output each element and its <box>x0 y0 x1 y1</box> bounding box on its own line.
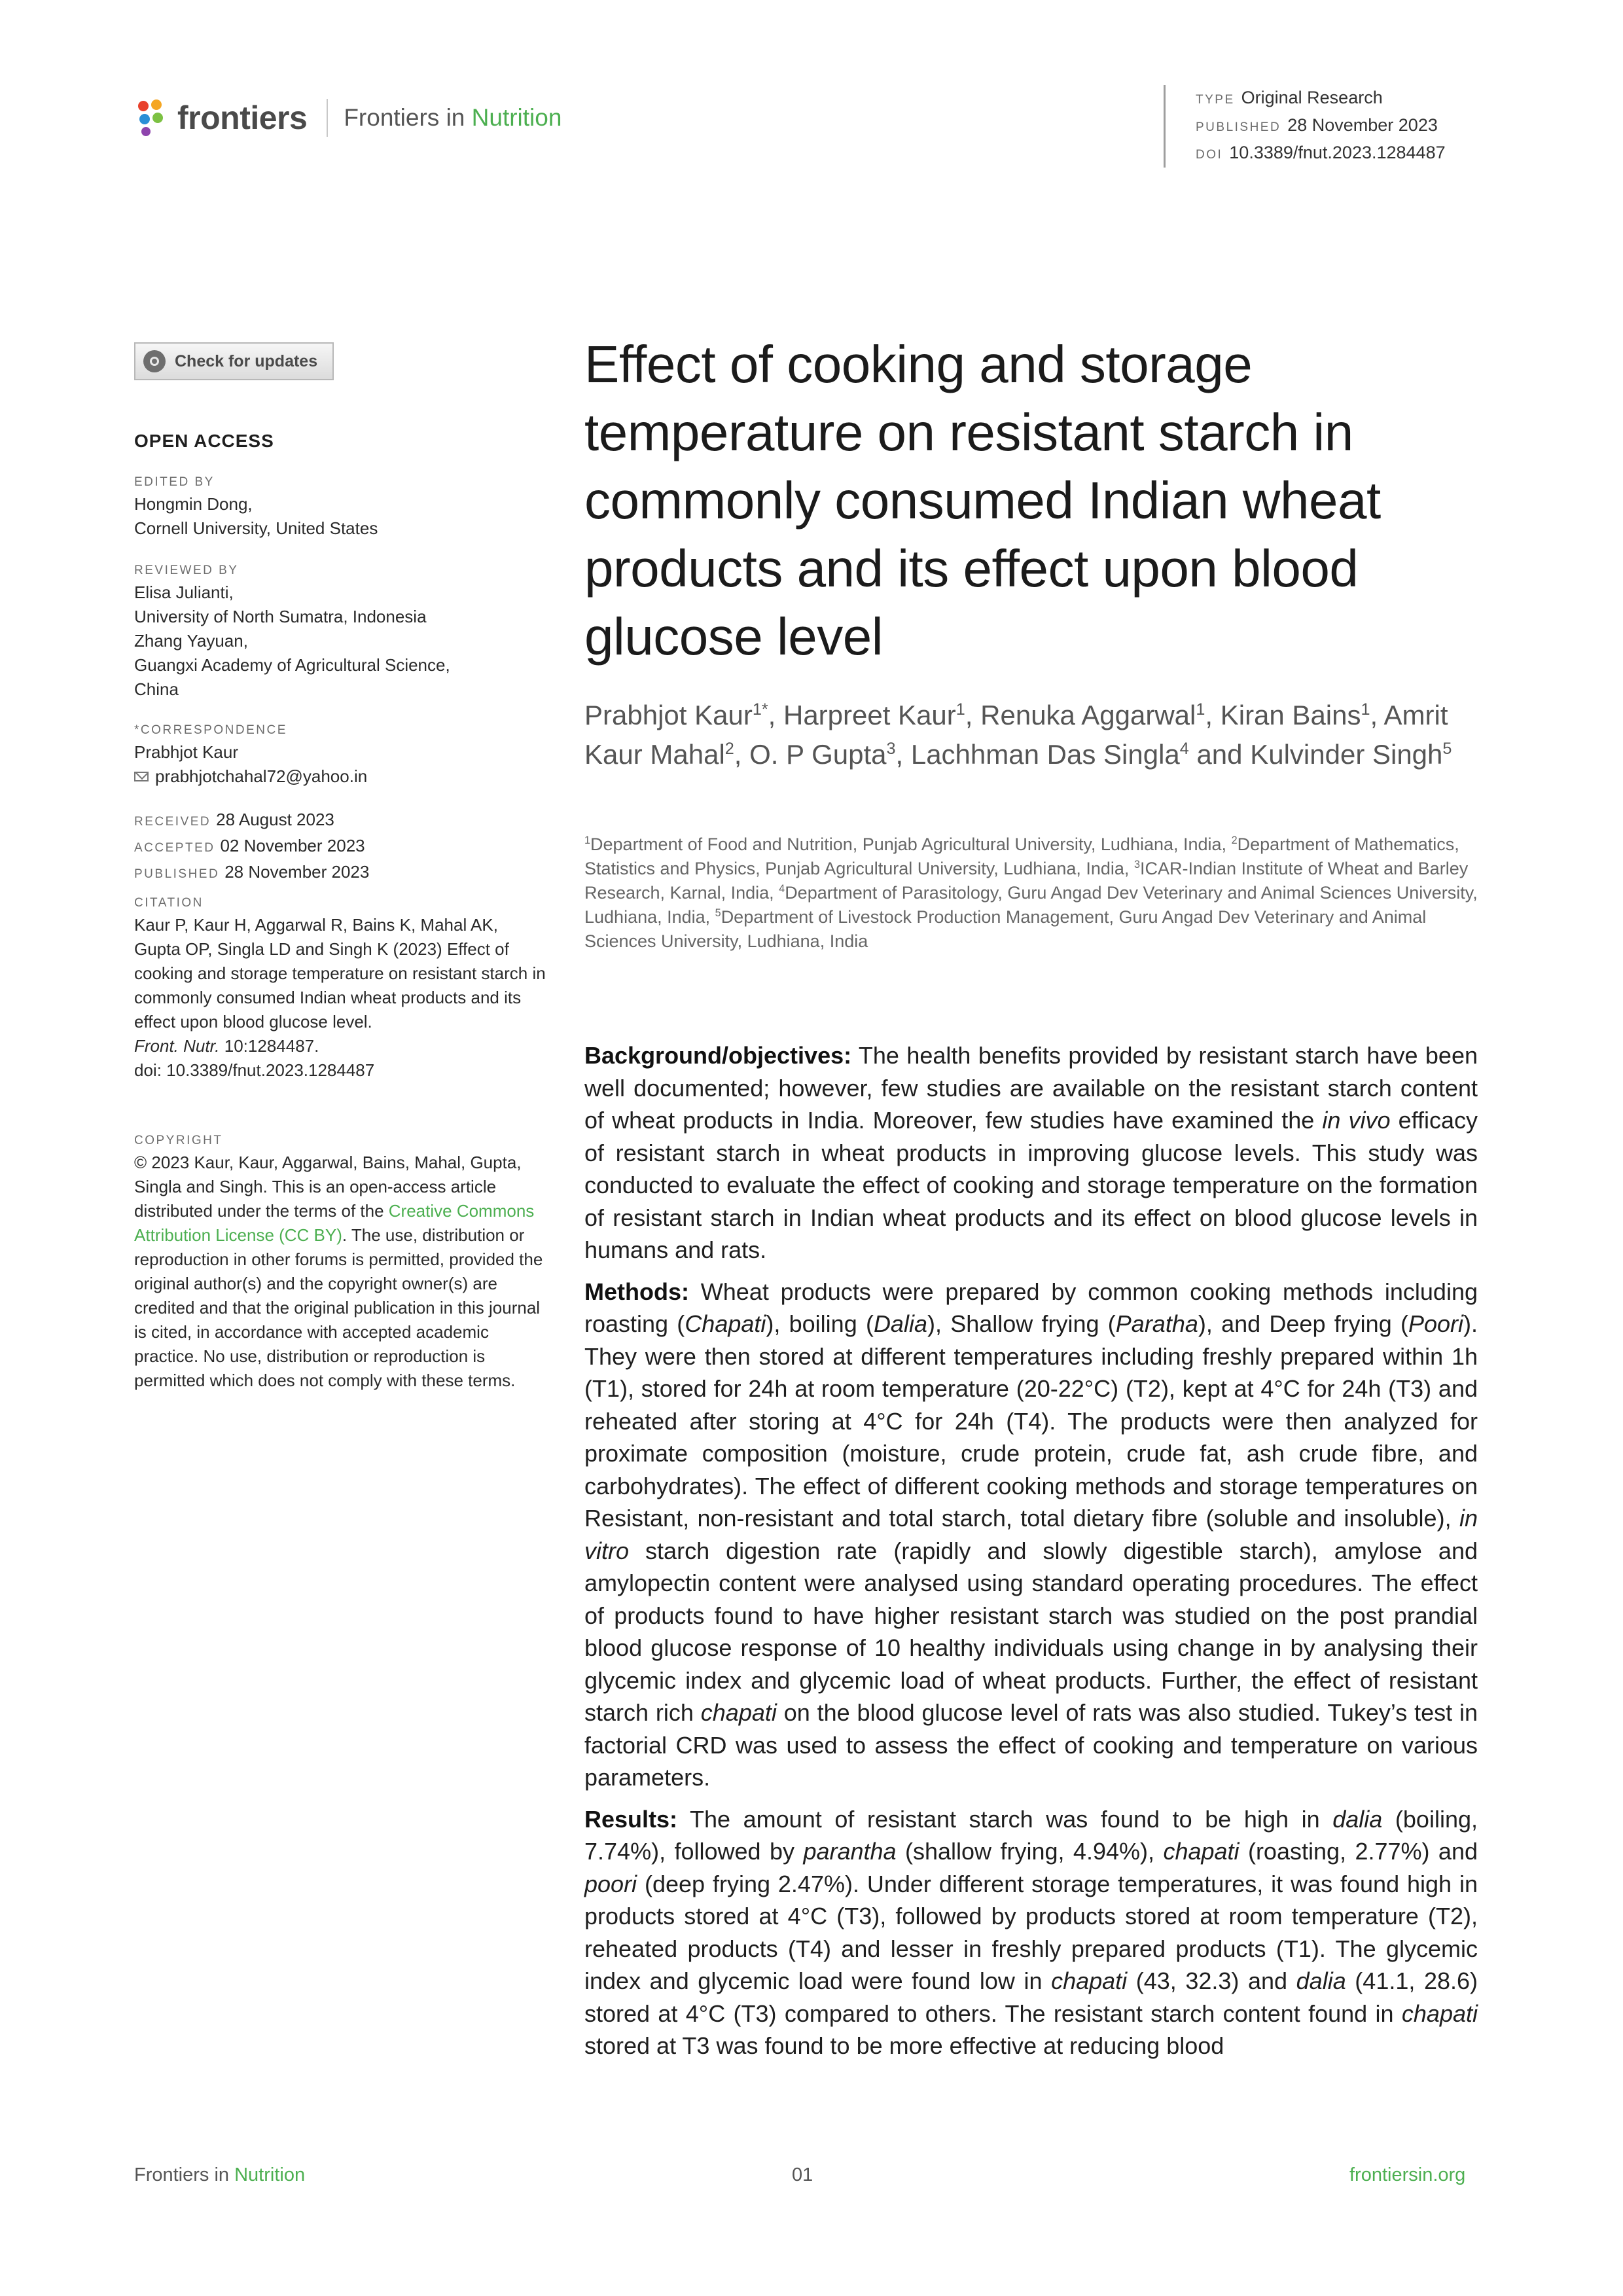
envelope-icon <box>134 772 149 781</box>
meta-doi[interactable]: DOI 10.3389/fnut.2023.1284487 <box>1196 143 1446 162</box>
logo-divider <box>327 99 328 137</box>
edited-by-section: EDITED BY Hongmin Dong, Cornell University, United States <box>134 475 378 538</box>
affiliation-marker: 1 <box>584 834 591 846</box>
affiliation-text: Department of Mathematics, Statistics and Physics, Punjab Agricultural University, Ludhiana, India, <box>584 834 1459 878</box>
affiliation-marker: 2 <box>1231 834 1238 846</box>
affiliation-text: Department of Livestock Production Management, Guru Angad Dev Veterinary and Animal Sciences University, Ludhiana, India <box>584 907 1427 951</box>
affiliation-marker: 4 <box>779 883 785 895</box>
author-name[interactable]: Lachhman Das Singla <box>910 739 1180 770</box>
author-name[interactable]: Kiran Bains <box>1220 700 1361 730</box>
affiliation-text: ICAR-Indian Institute of Wheat and Barley Research, Karnal, India, <box>584 859 1469 903</box>
publisher-logo[interactable] <box>134 95 562 141</box>
published-date: PUBLISHED 28 November 2023 <box>134 862 370 882</box>
meta-type: TYPE Original Research <box>1196 88 1383 107</box>
accepted-date: ACCEPTED 02 November 2023 <box>134 836 365 855</box>
author-affiliation-marker: 1* <box>752 700 768 719</box>
footer-website-link[interactable]: frontiersin.org <box>1349 2164 1466 2185</box>
received-date: RECEIVED 28 August 2023 <box>134 810 334 829</box>
author-name[interactable]: Harpreet Kaur <box>783 700 956 730</box>
article-meta <box>1164 85 1446 168</box>
page-number: 01 <box>792 2164 813 2185</box>
affiliation-marker: 3 <box>1133 859 1140 870</box>
author-name[interactable]: O. P Gupta <box>749 739 887 770</box>
open-access-label: OPEN ACCESS <box>134 431 274 451</box>
publisher-name: frontiers <box>177 99 308 136</box>
abstract <box>584 1039 1478 2072</box>
affiliation-marker: 5 <box>715 907 721 919</box>
abstract-paragraph: Results: The amount of resistant starch was found to be high in dalia (boiling, 7.74%), followed by parantha (shallow frying, 4.94%), chapati (roasting, 2.77%) and poori (deep frying 2.47%). Under different storage temperatures, it was found high in products stored at 4°C (T3), followed by products stored at room temperature (T2), reheated products (T4) and lesser in freshly prepared products (T1). The glycemic index and glycemic load were found low in chapati (43, 32.3) and dalia (41.1, 28.6) stored at 4°C (T3) compared to others. The resistant starch content found in chapati stored at T3 was found to be more effective at reducing blood <box>584 1805 1478 2059</box>
author-affiliation-marker: 5 <box>1442 740 1452 758</box>
abstract-paragraph: Methods: Wheat products were prepared by common cooking methods including roasting (Chapati), boiling (Dalia), Shallow frying (Paratha), and Deep frying (Poori). They were then stored at different temperatures including freshly prepared within 1h (T1), stored for 24h at room temperature (20-22°C) (T2), kept at 4°C for 24h (T3) and reheated after storing at 4°C for 24h (T4). The products were then analyzed for proximate composition (moisture, crude protein, crude fat, ash crude fibre, and carbohydrates). The effect of different cooking methods and storage temperatures on Resistant, non-resistant and total starch, total dietary fibre (soluble and insoluble), in vitro starch digestion rate (rapidly and slowly digestible starch), amylose and amylopectin content were analysed using standard operating procedures. The effect of products found to have higher resistant starch was studied on the post prandial blood glucose response of 10 healthy individuals using change in by analysing their glycemic index and glycemic load of wheat products. Further, the effect of resistant starch rich chapati on the blood glucose level of rats was also studied. Tukey’s test in factorial CRD was used to assess the effect of cooking and temperature on various parameters. <box>584 1278 1478 1791</box>
meta-published: PUBLISHED 28 November 2023 <box>1196 115 1438 135</box>
affiliation-text: Department of Food and Nutrition, Punjab Agricultural University, Ludhiana, India, <box>590 834 1232 854</box>
correspondence-section: *CORRESPONDENCE Prabhjot Kaur prabhjotchahal72@yahoo.in <box>134 721 553 789</box>
author-name[interactable]: Prabhjot Kaur <box>584 700 753 730</box>
author-affiliation-marker: 4 <box>1179 740 1189 758</box>
author-affiliation-marker: 3 <box>886 740 896 758</box>
abstract-section-label: Methods: <box>584 1278 689 1305</box>
author-affiliation-marker: 1 <box>955 700 965 719</box>
citation-section: CITATION Kaur P, Kaur H, Aggarwal R, Bains K, Mahal AK, Gupta OP, Singla LD and Singh K (2023) Effect of cooking and storage temperature on resistant starch in commonly consumed Indian wheat products and its effect upon blood glucose level. Front. Nutr. 10:1284487. doi: 10.3389/fnut.2023.1284487 <box>134 893 546 1083</box>
affiliations <box>584 833 1494 954</box>
author-affiliation-marker: 2 <box>724 740 734 758</box>
journal-name: Frontiers in Nutrition <box>344 104 562 131</box>
abstract-section-label: Results: <box>584 1805 678 1833</box>
dates-section <box>134 808 553 886</box>
check-for-updates-button[interactable]: Check for updates <box>134 342 334 380</box>
footer-journal: Frontiers in Nutrition <box>134 2164 306 2185</box>
frontiers-logo-icon <box>134 98 171 137</box>
author-list: Prabhjot Kaur$^{1*}$, Harpreet Kaur$^1$, Renuka Aggarwal$^1$, Kiran Bains$^1$, Amrit Kaur Mahal$^2$, O. P Gupta$^3$, Lachhman Das Singla$^4$ and Kulvinder Singh$^5$ <box>584 700 1452 770</box>
correspondence-email[interactable]: prabhjotchahal72@yahoo.in <box>134 764 553 789</box>
abstract-section-label: Background/objectives: <box>584 1042 852 1069</box>
author-name[interactable]: Amrit Kaur Mahal <box>584 700 1448 770</box>
check-updates-icon <box>143 350 166 372</box>
article-title: Effect of cooking and storage temperature on resistant starch in commonly consumed Indian wheat products and its effect upon blood glucose level <box>584 335 1381 666</box>
author-name[interactable]: Kulvinder Singh <box>1250 739 1443 770</box>
author-name[interactable]: Renuka Aggarwal <box>980 700 1196 730</box>
citation-doi[interactable]: doi: 10.3389/fnut.2023.1284487 <box>134 1060 375 1080</box>
affiliation-text: Department of Parasitology, Guru Angad Dev Veterinary and Animal Sciences University, Ludhiana, India, <box>584 883 1478 927</box>
author-affiliation-marker: 1 <box>1196 700 1205 719</box>
reviewed-by-section: REVIEWED BY Elisa Julianti, University of North Sumatra, Indonesia Zhang Yayuan, Guangxi Academy of Agricultural Science, China <box>134 564 450 699</box>
copyright-section: COPYRIGHT © 2023 Kaur, Kaur, Aggarwal, Bains, Mahal, Gupta, Singla and Singh. This is an open-access article distributed under the terms of the Creative Commons Attribution License (CC BY). The use, distribution or reproduction in other forums is permitted, provided the original author(s) and the copyright owner(s) are credited and that the original publication in this journal is cited, in accordance with accepted academic practice. No use, distribution or reproduction is permitted which does not comply with these terms. <box>134 1134 543 1390</box>
author-affiliation-marker: 1 <box>1361 700 1370 719</box>
abstract-paragraph: Background/objectives: The health benefits provided by resistant starch have been well documented; however, few studies are available on the resistant starch content of wheat products in India. Moreover, few studies have examined the in vivo efficacy of resistant starch in wheat products in improving glucose levels. This study was conducted to evaluate the effect of cooking and storage temperature on the formation of resistant starch in Indian wheat products and its effect on blood glucose levels in humans and rats. <box>584 1042 1478 1263</box>
cc-by-license-link[interactable]: Creative Commons Attribution License (CC BY) <box>134 1201 535 1245</box>
